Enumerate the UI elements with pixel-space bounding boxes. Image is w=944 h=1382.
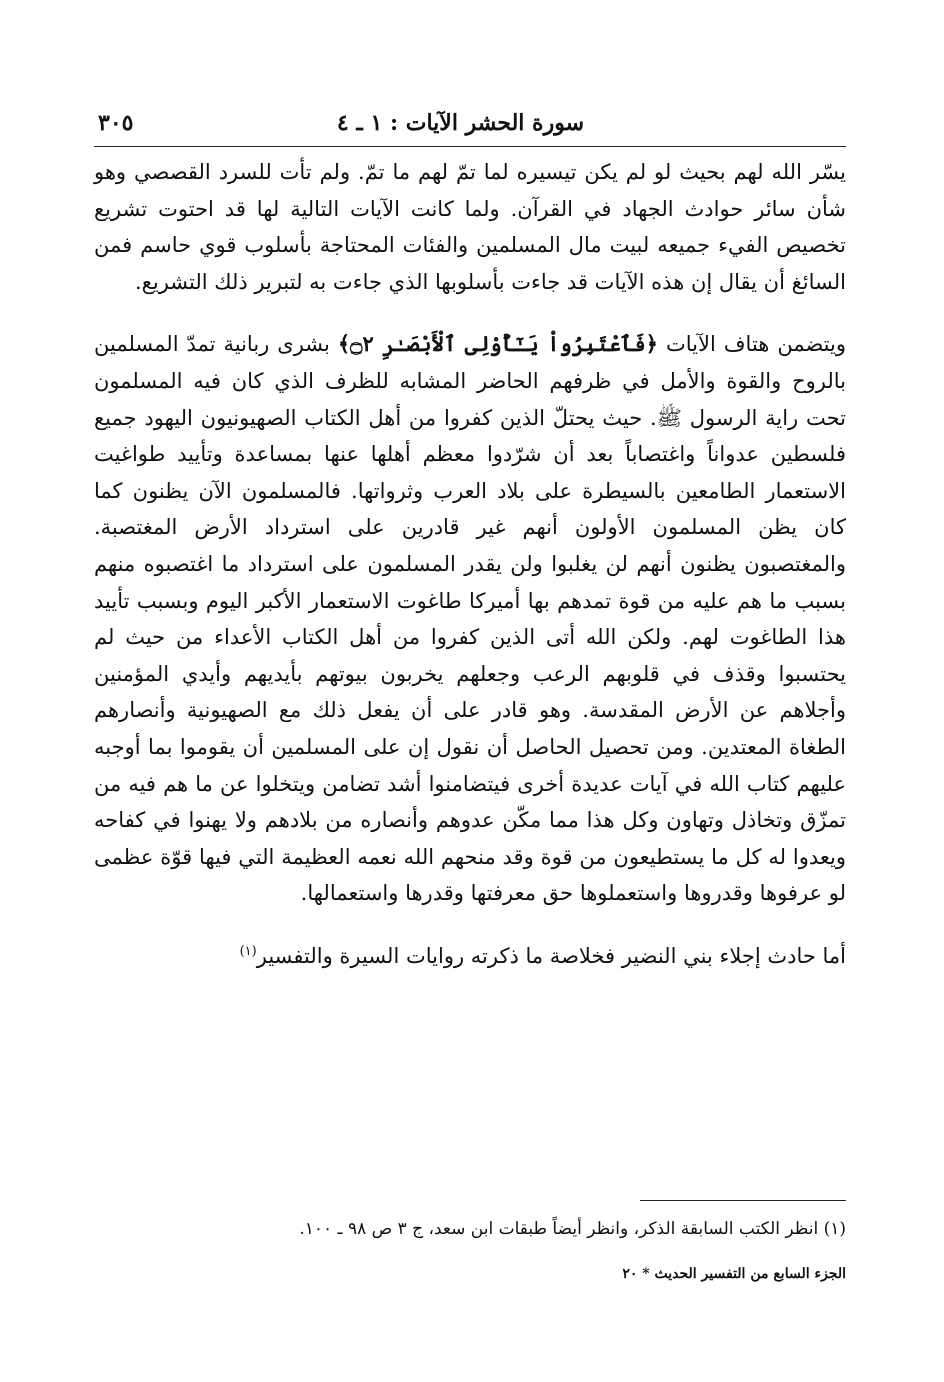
quran-verse: ﴿فَٱعْتَبِرُواْ يَـٰٓأُوْلِى ٱلْأَبْصَـٰرِ ۝٢﴾ bbox=[337, 331, 658, 357]
footnote-rule bbox=[640, 1200, 846, 1201]
paragraph-gap bbox=[94, 300, 846, 326]
paragraph-2-intro: ويتضمن هتاف الآيات bbox=[665, 332, 846, 357]
page-number: ٣٠٥ bbox=[98, 110, 134, 136]
running-title: سورة الحشر الآيات : ١ ـ ٤ bbox=[336, 110, 584, 136]
paragraph-3-text: أما حادث إجلاء بني النضير فخلاصة ما ذكرته روايات السيرة والتفسير bbox=[256, 943, 846, 968]
paragraph-2-body: بشرى ربانية تمدّ المسلمين بالروح والقوة والأمل في ظرفهم الحاضر المشابه للظرف الذي كان فيه المسلمون تحت راية الرسول ﷺ. حيث يحتلّ الذين كفروا من أهل الكتاب الصهيونيون اليهود جميع فلسطين عدواناً واغتصاباً بعد أن شرّدوا معظم أهلها عنها بمساعدة وتأييد طواغيت الاستعمار الطامعين بالسيطرة على بلاد العرب وثرواتها. فالمسلمون الآن يظنون كما كان يظن المسلمون الأولون أنهم غير قادرين على استرداد الأرض المغتصبة. والمغتصبون يظنون أنهم لن يغلبوا ولن يقدر المسلمون على استرداد ما اغتصبوه منهم بسبب ما هم عليه من قوة تمدهم بها أميركا طاغوت الاستعمار الأكبر اليوم وبسبب تأييد هذا الطاغوت لهم. ولكن الله أتى الذين كفروا من أهل الكتاب الأعداء من حيث لم يحتسبوا وقذف في قلوبهم الرعب وجعلهم يخربون بيوتهم بأيديهم وأيدي المؤمنين وأجلاهم عن الأرض المقدسة. وهو قادر على أن يفعل ذلك مع الصهيونية وأنصارهم الطغاة المعتدين. ومن تحصيل الحاصل أن نقول إن على المسلمين أن يقوموا بما أوجبه عليهم كتاب الله في آيات عديدة أخرى فيتضامنوا أشد تضامن ويتخلوا عن ما هم فيه من تمزّق وتخاذل وتهاون وكل هذا مما مكّن عدوهم وأنصاره من بلادهم ولا يهنوا في كفاحه ويعدوا له كل ما يستطيعون من قوة وقد منحهم الله نعمه العظيمة التي فيها قوّة عظمى لو عرفوها وقدروها واستعملوها حق معرفتها وقدرها واستعمالها. bbox=[94, 332, 846, 906]
paragraph-gap bbox=[94, 912, 846, 938]
paragraph-2 bbox=[94, 326, 846, 912]
paragraph-3 bbox=[94, 938, 846, 975]
main-text bbox=[94, 154, 846, 974]
header-rule bbox=[94, 146, 846, 147]
page-header bbox=[94, 104, 846, 146]
footnote-1: (١) انظر الكتب السابقة الذكر، وانظر أيضاً طبقات ابن سعد، ج ٣ ص ٩٨ ـ ١٠٠. bbox=[299, 1219, 846, 1239]
footnote-reference: (١) bbox=[239, 943, 257, 959]
part-footer: الجزء السابع من التفسير الحديث * ٢٠ bbox=[622, 1266, 846, 1282]
paragraph-1: يسّر الله لهم بحيث لو لم يكن تيسيره لما تمّ لهم ما تمّ. ولم تأت للسرد القصصي وهو شأن سائر حوادث الجهاد في القرآن. ولما كانت الآيات التالية لها قد احتوت تشريع تخصيص الفيء جميعه لبيت مال المسلمين والفئات المحتاجة بأسلوب قوي حاسم فمن السائغ أن يقال إن هذه الآيات قد جاءت بأسلوبها الذي جاءت به لتبرير ذلك التشريع. bbox=[94, 160, 846, 294]
